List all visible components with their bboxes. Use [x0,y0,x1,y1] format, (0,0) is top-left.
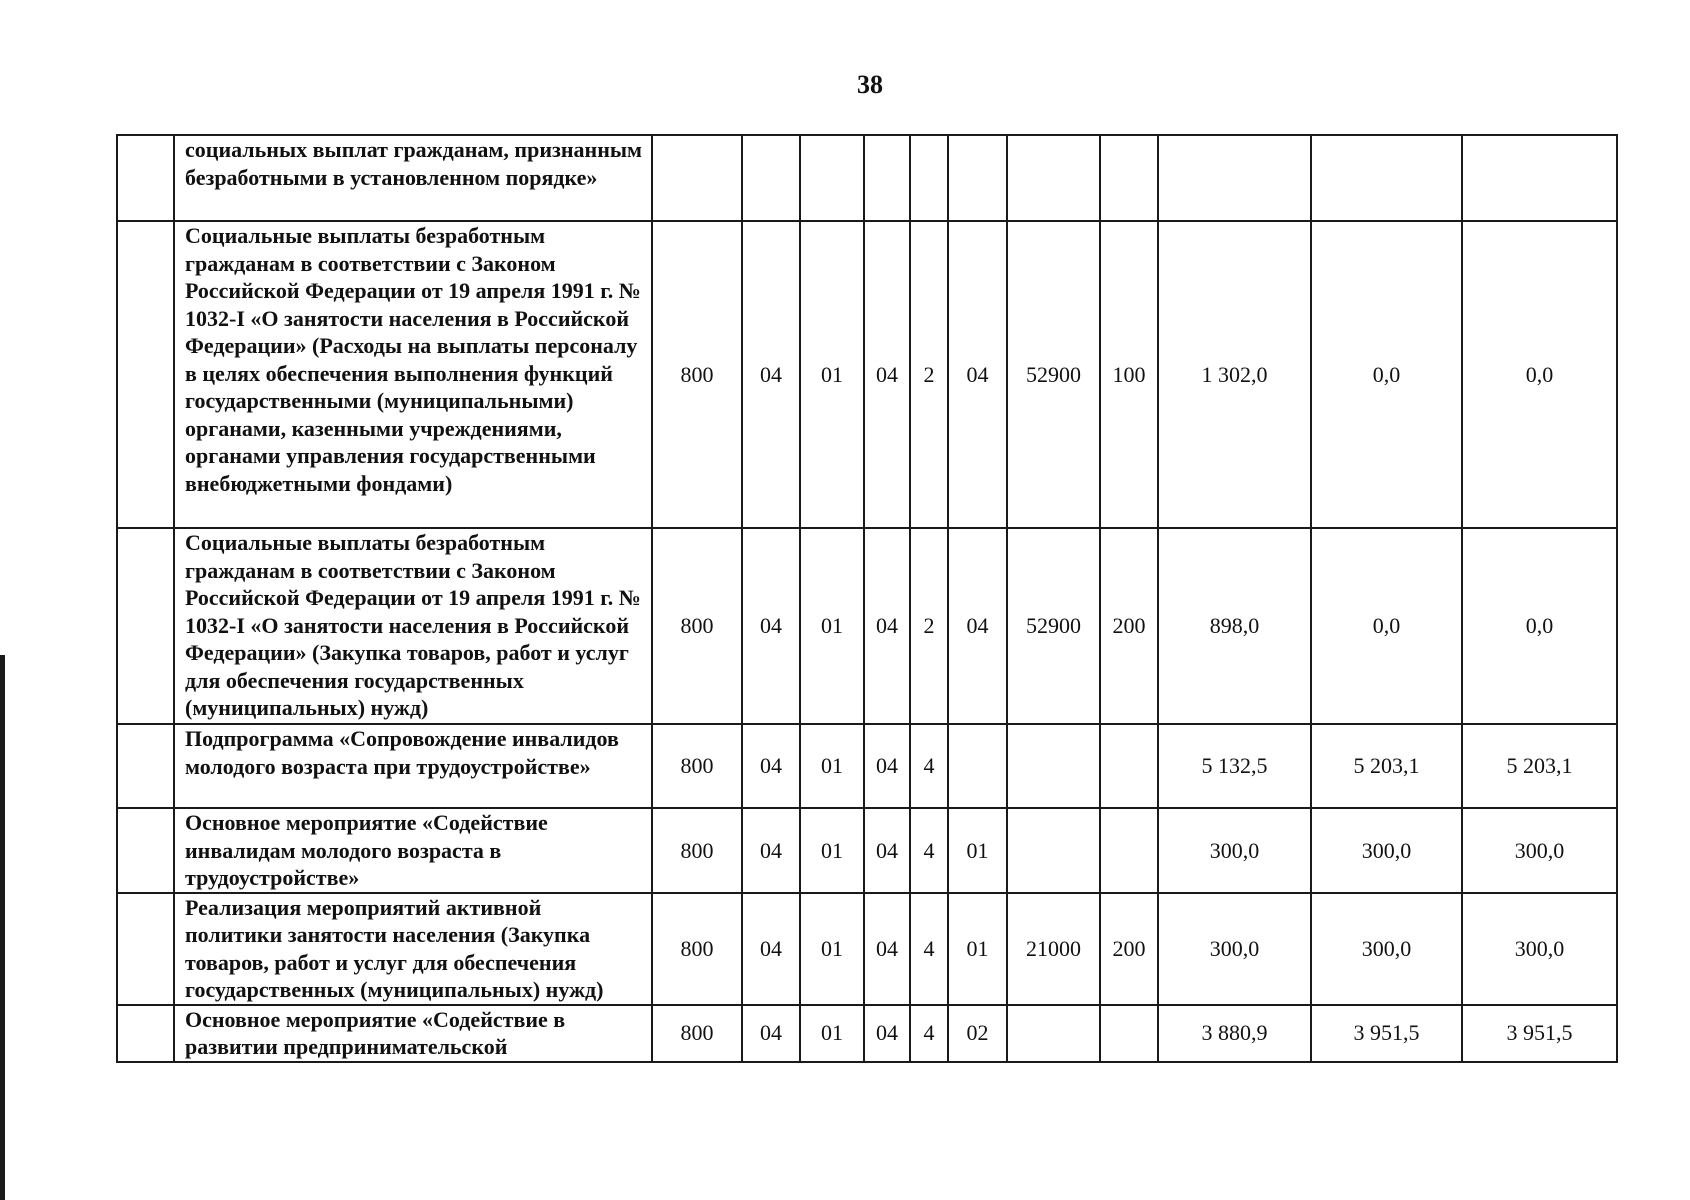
cell-col-9 [1007,135,1100,221]
cell-col-7: 4 [910,1005,948,1062]
row-description: Социальные выплаты безработным гражданам в соответствии с Законом Российской Федерации от 19 апреля 1991 г. № 1032-I «О занятости населения в Российской Федерации» (Закупка товаров, работ и услуг для обеспечения государственных (муниципальных) нужд) [174,528,652,724]
table-row [117,221,1617,528]
cell-col-3 [652,135,742,221]
cell-col-3: 800 [652,724,742,808]
cell-col-9 [1007,724,1100,808]
cell-col-7: 4 [910,724,948,808]
cell-col-5: 01 [800,221,864,528]
table-row [117,893,1617,1005]
cell-col-3: 800 [652,1005,742,1062]
cell-col-11: 898,0 [1158,528,1311,724]
cell-col-9: 52900 [1007,528,1100,724]
cell-col-13: 300,0 [1462,893,1617,1005]
cell-col-6: 04 [864,893,910,1005]
cell-col-13 [1462,135,1617,221]
table-row [117,1005,1617,1062]
row-number-cell [117,724,174,808]
cell-col-3: 800 [652,893,742,1005]
cell-col-10 [1100,135,1158,221]
cell-col-5: 01 [800,528,864,724]
cell-col-12: 300,0 [1311,808,1462,893]
cell-col-7: 2 [910,221,948,528]
cell-col-8: 04 [948,528,1007,724]
scan-edge-mark [0,655,5,1200]
cell-col-9 [1007,808,1100,893]
cell-col-13: 5 203,1 [1462,724,1617,808]
cell-col-12: 300,0 [1311,893,1462,1005]
table-row [117,135,1617,221]
cell-col-6: 04 [864,1005,910,1062]
cell-col-5: 01 [800,724,864,808]
cell-col-7: 4 [910,808,948,893]
cell-col-5: 01 [800,1005,864,1062]
cell-col-10: 200 [1100,528,1158,724]
cell-col-11: 5 132,5 [1158,724,1311,808]
cell-col-7 [910,135,948,221]
cell-col-12: 0,0 [1311,528,1462,724]
cell-col-4: 04 [742,528,800,724]
cell-col-5: 01 [800,808,864,893]
cell-col-13: 0,0 [1462,221,1617,528]
cell-col-11: 3 880,9 [1158,1005,1311,1062]
cell-col-3: 800 [652,808,742,893]
cell-col-4: 04 [742,893,800,1005]
cell-col-6: 04 [864,724,910,808]
cell-col-13: 3 951,5 [1462,1005,1617,1062]
cell-col-11 [1158,135,1311,221]
cell-col-11: 1 302,0 [1158,221,1311,528]
cell-col-6: 04 [864,221,910,528]
cell-col-9 [1007,1005,1100,1062]
cell-col-4: 04 [742,1005,800,1062]
cell-col-4: 04 [742,724,800,808]
table-body [117,135,1617,1062]
cell-col-4: 04 [742,221,800,528]
row-number-cell [117,893,174,1005]
cell-col-3: 800 [652,221,742,528]
cell-col-3: 800 [652,528,742,724]
row-description: Основное мероприятие «Содействие в развитии предпринимательской [174,1005,652,1062]
cell-col-13: 0,0 [1462,528,1617,724]
budget-table [116,134,1618,1063]
table-row [117,724,1617,808]
table-row [117,528,1617,724]
cell-col-6 [864,135,910,221]
row-number-cell [117,528,174,724]
cell-col-10 [1100,808,1158,893]
row-description: Основное мероприятие «Содействие инвалидам молодого возраста в трудоустройстве» [174,808,652,893]
cell-col-9: 52900 [1007,221,1100,528]
cell-col-12 [1311,135,1462,221]
cell-col-8: 01 [948,808,1007,893]
cell-col-5: 01 [800,893,864,1005]
cell-col-8 [948,724,1007,808]
cell-col-10 [1100,1005,1158,1062]
cell-col-5 [800,135,864,221]
table-row [117,808,1617,893]
cell-col-4: 04 [742,808,800,893]
row-description: Подпрограмма «Сопровождение инвалидов молодого возраста при трудоустройстве» [174,724,652,808]
cell-col-12: 0,0 [1311,221,1462,528]
row-number-cell [117,221,174,528]
cell-col-8: 02 [948,1005,1007,1062]
cell-col-9: 21000 [1007,893,1100,1005]
row-number-cell [117,135,174,221]
cell-col-8 [948,135,1007,221]
cell-col-4 [742,135,800,221]
cell-col-6: 04 [864,808,910,893]
cell-col-11: 300,0 [1158,808,1311,893]
row-description: Социальные выплаты безработным гражданам в соответствии с Законом Российской Федерации от 19 апреля 1991 г. № 1032-I «О занятости населения в Российской Федерации» (Расходы на выплаты персоналу в целях обеспечения выполнения функций государственными (муниципальными) органами, казенными учреждениями, органами управления государственными внебюджетными фондами) [174,221,652,528]
cell-col-10: 100 [1100,221,1158,528]
cell-col-10 [1100,724,1158,808]
row-number-cell [117,1005,174,1062]
cell-col-8: 04 [948,221,1007,528]
cell-col-12: 3 951,5 [1311,1005,1462,1062]
cell-col-11: 300,0 [1158,893,1311,1005]
cell-col-13: 300,0 [1462,808,1617,893]
cell-col-7: 4 [910,893,948,1005]
page-number: 38 [857,70,883,99]
cell-col-6: 04 [864,528,910,724]
row-number-cell [117,808,174,893]
cell-col-10: 200 [1100,893,1158,1005]
cell-col-12: 5 203,1 [1311,724,1462,808]
cell-col-7: 2 [910,528,948,724]
row-description: социальных выплат гражданам, признанным безработными в установленном порядке» [174,135,652,221]
row-description: Реализация мероприятий активной политики занятости населения (Закупка товаров, работ и услуг для обеспечения государственных (муниципальных) нужд) [174,893,652,1005]
cell-col-8: 01 [948,893,1007,1005]
